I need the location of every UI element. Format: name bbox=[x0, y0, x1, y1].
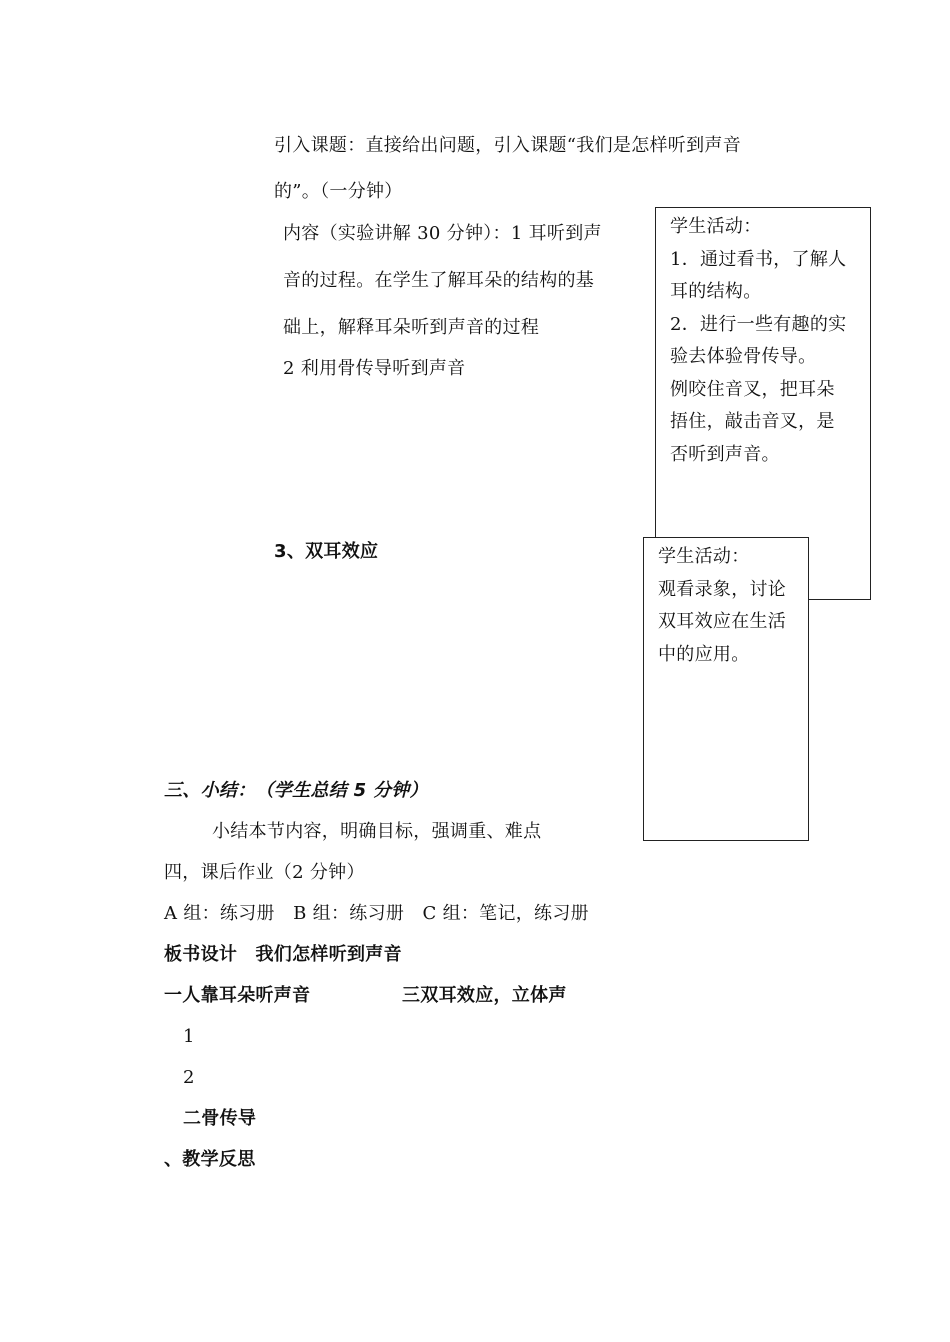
intro-line-1: 引入课题：直接给出问题，引入课题“我们是怎样听到声音 bbox=[274, 135, 741, 156]
content-line-1: 内容（实验讲解 30 分钟）：1 耳听到声 bbox=[283, 223, 602, 244]
board-design-title: 板书设计 我们怎样听到声音 bbox=[164, 944, 402, 965]
board-design-item-2: 2 bbox=[183, 1067, 195, 1088]
board-design-part-1: 一人靠耳朵听声音 bbox=[164, 985, 311, 1006]
box1-line: 学生活动： bbox=[670, 216, 762, 237]
binaural-effect-heading: 3、双耳效应 bbox=[274, 541, 379, 562]
teaching-reflection-heading: 、教学反思 bbox=[164, 1149, 256, 1170]
intro-line-2: 的”。（一分钟） bbox=[274, 181, 403, 202]
content-line-3: 础上，解释耳朵听到声音的过程 bbox=[283, 317, 540, 338]
box1-line: 捂住，敲击音叉，是 bbox=[670, 411, 835, 432]
box1-line: 否听到声音。 bbox=[670, 443, 780, 465]
box2-line: 观看录象，讨论 bbox=[658, 578, 787, 600]
homework-groups: A 组：练习册 B 组：练习册 C 组：笔记，练习册 bbox=[164, 903, 589, 924]
content-line-4: 2 利用骨传导听到声音 bbox=[283, 358, 466, 379]
box2-line: 双耳效应在生活 bbox=[658, 611, 787, 632]
content-line-2: 音的过程。在学生了解耳朵的结构的基 bbox=[283, 270, 595, 291]
box1-line: 2．进行一些有趣的实 bbox=[670, 313, 847, 335]
box1-line: 耳的结构。 bbox=[670, 281, 762, 302]
box2-line: 中的应用。 bbox=[658, 643, 750, 665]
homework-heading: 四，课后作业（2 分钟） bbox=[164, 862, 365, 883]
board-design-item-1: 1 bbox=[183, 1026, 195, 1047]
box2-line: 学生活动： bbox=[658, 546, 750, 567]
student-activity-box-1-text bbox=[656, 208, 870, 471]
board-design-part-2: 二骨传导 bbox=[183, 1108, 257, 1129]
box1-line: 验去体验骨传导。 bbox=[670, 346, 817, 367]
student-activity-box-2-text bbox=[644, 538, 808, 671]
box1-line: 例咬住音叉，把耳朵 bbox=[670, 378, 835, 400]
summary-text: 小结本节内容，明确目标，强调重、难点 bbox=[212, 821, 542, 842]
box1-line: 1．通过看书，了解人 bbox=[670, 248, 847, 270]
board-design-part-3: 三双耳效应，立体声 bbox=[402, 985, 567, 1006]
student-activity-box-2 bbox=[643, 537, 809, 841]
summary-heading: 三、小结：（学生总结 5 分钟） bbox=[164, 780, 428, 801]
